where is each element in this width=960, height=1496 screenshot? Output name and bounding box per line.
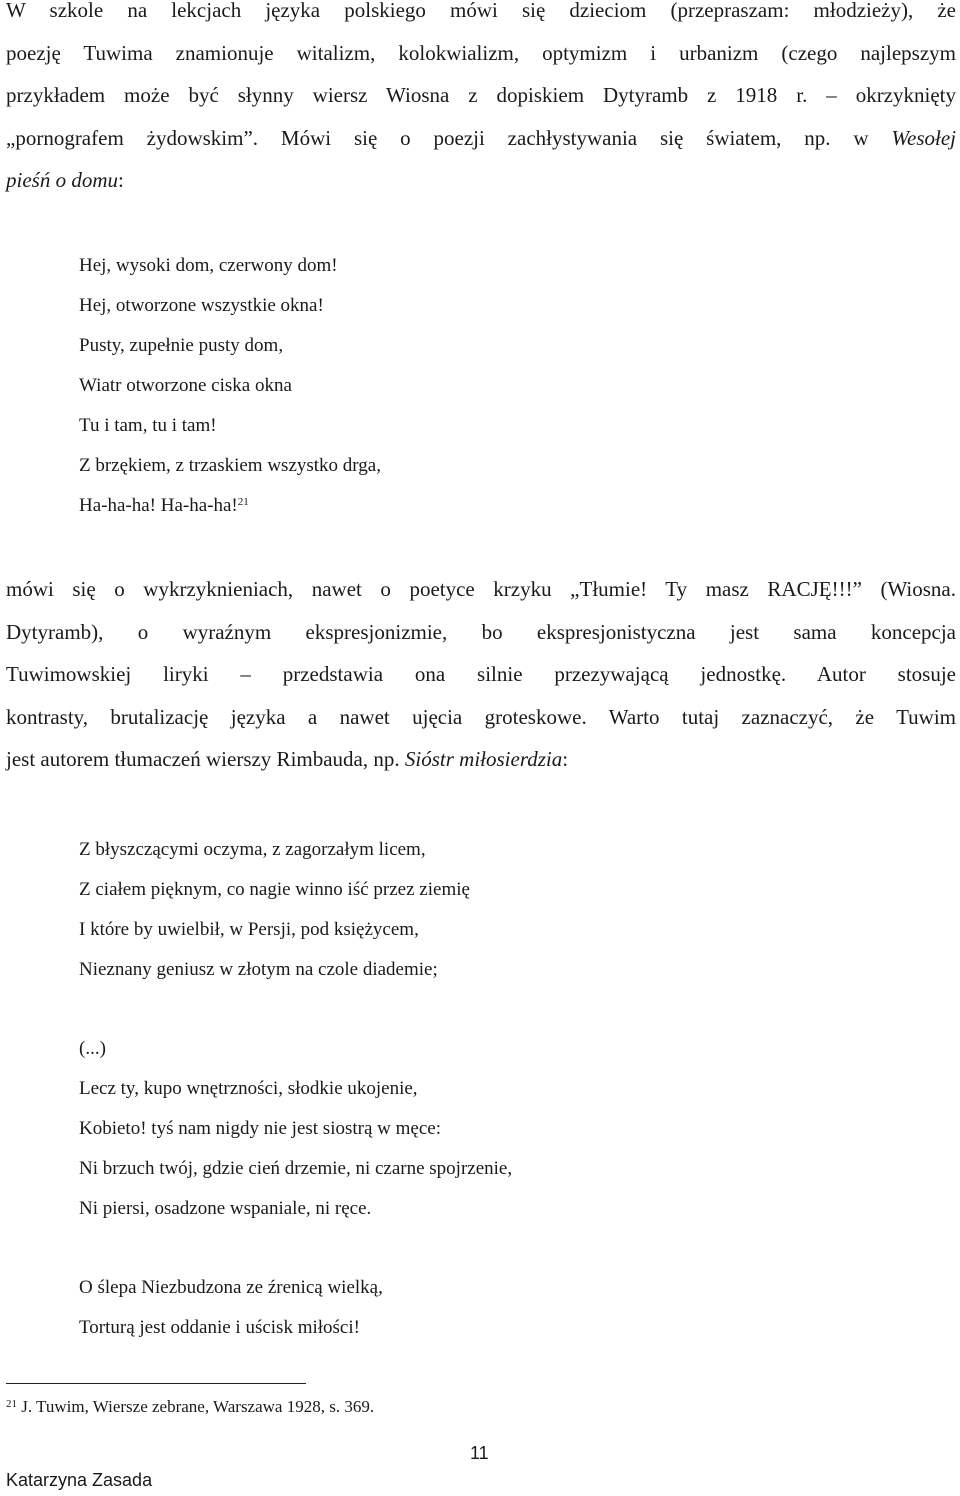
poem-line: Hej, otworzone wszystkie okna!: [79, 295, 324, 316]
page-number: 11: [470, 1443, 489, 1463]
poem-line: Z błyszczącymi oczyma, z zagorzałym licem,: [79, 839, 426, 860]
poem-line: Ni brzuch twój, gdzie cień drzemie, ni czarne spojrzenie,: [79, 1158, 513, 1179]
poem-siostr-stanza-3: [79, 1268, 383, 1348]
poem-siostr-stanza-2: [79, 1029, 512, 1229]
footnote-text: J. Tuwim, Wiersze zebrane, Warszawa 1928, s. 369.: [21, 1397, 375, 1416]
poem-line: Lecz ty, kupo wnętrzności, słodkie ukojenie,: [79, 1078, 418, 1099]
poem-line: Pusty, zupełnie pusty dom,: [79, 335, 284, 356]
paragraph-intro: [6, 0, 956, 202]
poem-line: Nieznany geniusz w złotym na czole diademie;: [79, 959, 438, 980]
poem-line: I które by uwielbił, w Persji, pod księżycem,: [79, 919, 419, 940]
text-line: przykładem może być słynny wiersz Wiosna z dopiskiem Dytyramb z 1918 r. – okrzyknięty: [6, 83, 956, 107]
text-line: Tuwimowskiej liryki – przedstawia ona silnie przezywającą jednostkę. Autor stosuje: [6, 662, 956, 686]
poem-line: Z ciałem pięknym, co nagie winno iść przez ziemię: [79, 879, 470, 900]
poem-line: Z brzękiem, z trzaskiem wszystko drga,: [79, 455, 381, 476]
text-line: W szkole na lekcjach języka polskiego mówi się dzieciom (przepraszam: młodzieży), że: [6, 0, 956, 22]
poem-line: Wiatr otworzone ciska okna: [79, 375, 292, 396]
text-line: pieśń o domu:: [6, 168, 124, 192]
paragraph-expressionism: [6, 568, 956, 781]
text-line: Dytyramb), o wyraźnym ekspresjonizmie, bo ekspresjonistyczna jest sama koncepcja: [6, 619, 956, 644]
poem-line: Ni piersi, osadzone wspaniale, ni ręce.: [79, 1198, 372, 1219]
text-line: jest autorem tłumaczeń wierszy Rimbauda, np. Sióstr miłosierdzia:: [6, 747, 569, 771]
footnote-number: 21: [6, 1398, 17, 1410]
poem-line: (...): [79, 1038, 106, 1059]
author-name: Katarzyna Zasada: [6, 1470, 153, 1490]
poem-title-siostr: Sióstr miłosierdzia: [404, 747, 563, 771]
footnote-divider: [6, 1383, 306, 1384]
poem-line: Torturą jest oddanie i uścisk miłości!: [79, 1317, 360, 1338]
text-line: mówi się o wykrzyknieniach, nawet o poetyce krzyku „Tłumie! Ty masz RACJĘ!!!” (Wiosna.: [6, 577, 956, 601]
poem-line: Kobieto! tyś nam nigdy nie jest siostrą w męce:: [79, 1118, 441, 1139]
poem-title-wesolej: Wesołej: [891, 125, 956, 150]
poem-wesola-piesn: [79, 246, 381, 526]
text-line: „pornografem żydowskim”. Mówi się o poezji zachłystywania się światem, np. w Wesołej: [6, 125, 956, 150]
poem-title-piesn: pieśń o domu: [6, 168, 118, 192]
text-line: poezję Tuwima znamionuje witalizm, kolokwializm, optymizm i urbanizm (czego najlepszym: [6, 40, 956, 65]
footnote-reference: 21: [237, 496, 249, 508]
poem-line: Ha-ha-ha! Ha-ha-ha!$^{21}$: [79, 495, 249, 516]
footnote: [6, 1396, 374, 1418]
poem-siostr-stanza-1: [79, 830, 470, 990]
text-line: kontrasty, brutalizację języka a nawet ujęcia groteskowe. Warto tutaj zaznaczyć, że Tuwim: [6, 704, 956, 729]
poem-line: Tu i tam, tu i tam!: [79, 415, 217, 436]
poem-line: Hej, wysoki dom, czerwony dom!: [79, 255, 338, 276]
poem-line: O ślepa Niezbudzona ze źrenicą wielką,: [79, 1277, 383, 1298]
